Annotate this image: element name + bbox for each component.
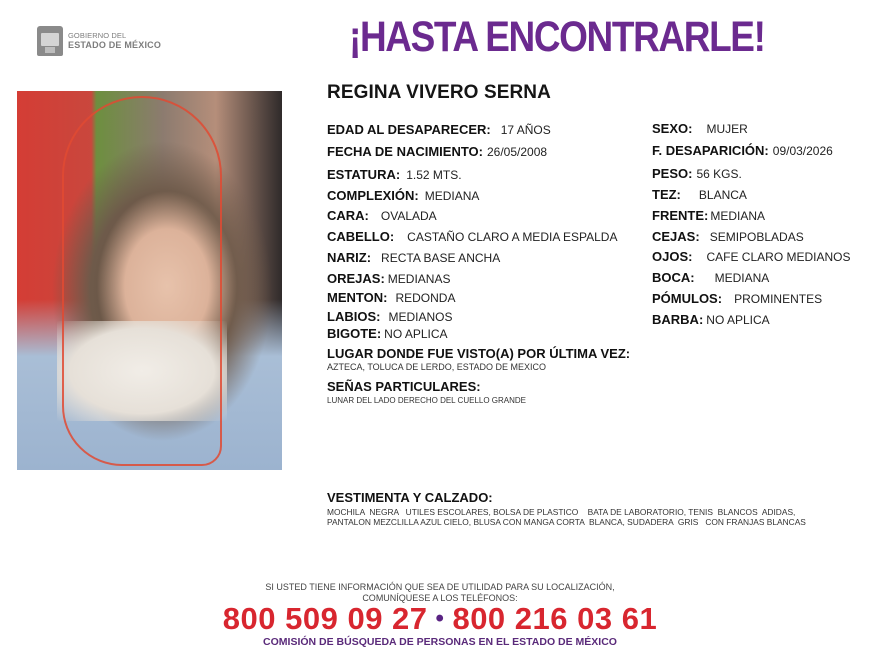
phone-number-1[interactable]: 800 509 09 27 xyxy=(222,601,428,636)
field-frente xyxy=(652,209,765,223)
field-label: SEXO: xyxy=(652,121,693,136)
field-value: 17 AÑOS xyxy=(500,123,551,137)
field-value: MEDIANAS xyxy=(387,272,451,286)
field-label: ESTATURA: xyxy=(327,167,401,182)
headline: ¡HASTA ENCONTRARLE! xyxy=(349,13,765,61)
field-orejas xyxy=(327,272,450,286)
field-label: MENTON: xyxy=(327,290,388,305)
field-value: MEDIANA xyxy=(424,189,480,203)
contact-note-line-2: COMUNÍQUESE A LOS TELÉFONOS: xyxy=(362,593,518,603)
field-value: CASTAÑO CLARO A MEDIA ESPALDA xyxy=(407,230,618,244)
field-label: CARA: xyxy=(327,208,369,223)
field-bigote xyxy=(327,327,448,341)
field-value: RECTA BASE ANCHA xyxy=(381,251,501,265)
field-value: MEDIANOS xyxy=(388,310,453,324)
field-value: CAFE CLARO MEDIANOS xyxy=(706,250,851,264)
last-seen-title: LUGAR DONDE FUE VISTO(A) POR ÚLTIMA VEZ: xyxy=(327,346,631,361)
logo-text xyxy=(68,32,161,50)
field-tez xyxy=(652,188,747,202)
field-value: MEDIANA xyxy=(714,271,770,285)
clothing-title: VESTIMENTA Y CALZADO: xyxy=(327,490,493,505)
field-label: FECHA DE NACIMIENTO: xyxy=(327,144,483,159)
field-label: LABIOS: xyxy=(327,309,381,324)
field-value: SEMIPOBLADAS xyxy=(709,230,804,244)
person-name: REGINA VIVERO SERNA xyxy=(327,82,551,103)
last-seen-text: AZTECA, TOLUCA DE LERDO, ESTADO DE MEXICO xyxy=(327,362,547,372)
field-fecha-nacimiento xyxy=(327,145,547,159)
field-menton xyxy=(327,291,455,305)
government-logo xyxy=(37,26,161,56)
phone-number-2[interactable]: 800 216 03 61 xyxy=(452,601,658,636)
field-label: PÓMULOS: xyxy=(652,291,723,306)
field-value: MUJER xyxy=(706,122,748,136)
field-complexion xyxy=(327,189,479,203)
field-value: MEDIANA xyxy=(710,209,766,223)
bullet-separator-icon: • xyxy=(435,605,445,632)
field-boca xyxy=(652,271,769,285)
clothing-line-2: PANTALON MEZCLILLA AZUL CIELO, BLUSA CON MANGA CORTA BLANCA, SUDADERA GRIS CON FRANJAS BLANCAS xyxy=(327,517,806,527)
field-value: BLANCA xyxy=(698,188,747,202)
field-value: 1.52 MTS. xyxy=(406,168,462,182)
field-sexo xyxy=(652,122,748,136)
field-cabello xyxy=(327,230,617,244)
field-cejas xyxy=(652,230,804,244)
clothing-line-1: MOCHILA NEGRA UTILES ESCOLARES, BOLSA DE PLASTICO BATA DE LABORATORIO, TENIS BLANCOS ADIDAS, xyxy=(327,507,796,517)
photo-red-outline xyxy=(62,96,222,466)
field-peso xyxy=(652,167,742,181)
state-crest-icon xyxy=(37,26,63,56)
field-cara xyxy=(327,209,437,223)
field-label: FRENTE: xyxy=(652,208,709,223)
field-label: EDAD AL DESAPARECER: xyxy=(327,122,491,137)
field-edad xyxy=(327,123,551,137)
field-label: NARIZ: xyxy=(327,250,372,265)
contact-note-line-1: SI USTED TIENE INFORMACIÓN QUE SEA DE UTILIDAD PARA SU LOCALIZACIÓN, xyxy=(265,582,615,592)
field-label: PESO: xyxy=(652,166,693,181)
field-fecha-desaparicion xyxy=(652,144,833,158)
marks-text: LUNAR DEL LADO DERECHO DEL CUELLO GRANDE xyxy=(327,396,527,405)
field-label: CABELLO: xyxy=(327,229,395,244)
field-nariz xyxy=(327,251,500,265)
field-label: CEJAS: xyxy=(652,229,700,244)
field-label: OREJAS: xyxy=(327,271,385,286)
field-label: BIGOTE: xyxy=(327,326,382,341)
field-ojos xyxy=(652,250,851,264)
logo-line-2: ESTADO DE MÉXICO xyxy=(68,39,162,50)
field-value: REDONDA xyxy=(395,291,456,305)
field-value: NO APLICA xyxy=(706,313,770,327)
marks-title: SEÑAS PARTICULARES: xyxy=(327,379,481,394)
field-label: BOCA: xyxy=(652,270,695,285)
field-label: F. DESAPARICIÓN: xyxy=(652,143,769,158)
logo-line-1: GOBIERNO DEL xyxy=(68,31,127,41)
field-value: NO APLICA xyxy=(384,327,448,341)
field-label: OJOS: xyxy=(652,249,693,264)
field-labios xyxy=(327,310,452,324)
commission-name: COMISIÓN DE BÚSQUEDA DE PERSONAS EN EL ESTADO DE MÉXICO xyxy=(263,636,617,648)
field-label: BARBA: xyxy=(652,312,704,327)
field-pomulos xyxy=(652,292,822,306)
phone-numbers xyxy=(0,603,880,634)
field-value: 09/03/2026 xyxy=(772,144,833,158)
field-estatura xyxy=(327,168,462,182)
field-value: 26/05/2008 xyxy=(487,145,548,159)
person-photo xyxy=(17,91,282,470)
field-label: COMPLEXIÓN: xyxy=(327,188,419,203)
field-value: OVALADA xyxy=(380,209,437,223)
field-value: 56 KGS. xyxy=(696,167,742,181)
field-barba xyxy=(652,313,770,327)
field-label: TEZ: xyxy=(652,187,681,202)
field-value: PROMINENTES xyxy=(734,292,823,306)
